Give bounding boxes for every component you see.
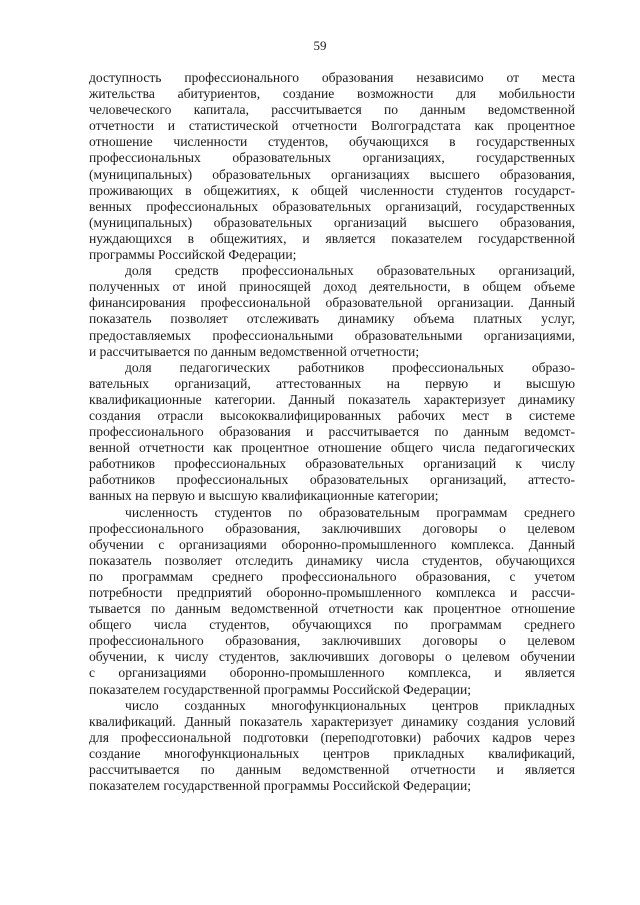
text-line: общего числа студентов, обучающихся по программам среднего xyxy=(89,617,575,633)
text-line: для профессиональной подготовки (переподготовки) рабочих кадров через xyxy=(89,729,575,745)
text-line: и рассчитывается по данным ведомственной отчетности; xyxy=(89,343,420,359)
text-line: создания отрасли высококвалифицированных рабочих мест в системе xyxy=(89,407,575,423)
text-line: профессиональных образовательных организациях, государственных xyxy=(89,150,575,166)
text-line: профессионального образования, заключивших договоры о целевом xyxy=(89,520,575,536)
page-number: 59 xyxy=(313,38,327,53)
text-line: (муниципальных) образовательных организаций высшего образования, xyxy=(89,214,575,230)
text-line: численность студентов по образовательным программам среднего xyxy=(125,504,575,520)
text-line: доступность профессионального образования независимо от места xyxy=(89,70,575,85)
text-line: по программам среднего профессионального образования, с учетом xyxy=(89,568,575,584)
text-line: квалификаций. Данный показатель характеризует динамику создания условий xyxy=(89,713,575,729)
text-line: человеческого капитала, рассчитывается по данным ведомственной xyxy=(89,102,575,118)
text-line: нуждающихся в общежитиях, и является показателем государственной xyxy=(89,230,575,246)
text-line: с организациями оборонно-промышленного комплекса, и является xyxy=(89,665,575,681)
text-line: жительства абитуриентов, создание возможности для мобильности xyxy=(89,86,575,102)
text-line: венных профессиональных образовательных организаций, государственных xyxy=(89,198,575,214)
text-line: обучении, к числу студентов, заключивших договоры о целевом обучении xyxy=(89,649,575,665)
body-text xyxy=(89,70,575,794)
text-line: потребности предприятий оборонно-промышленного комплекса и рассчи- xyxy=(89,585,575,600)
text-line: квалификационные категории. Данный показатель характеризует динамику xyxy=(89,391,575,407)
text-line: создание многофункциональных центров прикладных квалификаций, xyxy=(89,745,575,761)
text-line: показатель позволяет отслеживать динамику объема платных услуг, xyxy=(89,311,575,327)
text-line: финансирования профессиональной образовательной организации. Данный xyxy=(89,295,575,311)
text-line: доля педагогических работников профессиональных образо- xyxy=(125,359,575,375)
text-line: показателем государственной программы Российской Федерации; xyxy=(89,778,472,794)
text-line: работников профессиональных образовательных организаций к числу xyxy=(89,456,575,472)
text-line: рассчитывается по данным ведомственной отчетности и является xyxy=(89,762,575,778)
text-line: (муниципальных) образовательных организациях высшего образования, xyxy=(89,166,575,182)
text-line: показатель позволяет отследить динамику числа студентов, обучающихся xyxy=(89,552,575,568)
text-line: отношение численности студентов, обучающихся в государственных xyxy=(89,134,575,150)
text-line: тывается по данным ведомственной отчетности как процентное отношение xyxy=(89,601,575,617)
text-line: вательных организаций, аттестованных на первую и высшую xyxy=(89,375,575,391)
text-line: ванных на первую и высшую квалификационные категории; xyxy=(89,488,439,504)
text-line: число созданных многофункциональных центров прикладных xyxy=(125,697,575,713)
text-line: работников профессиональных образовательных организаций, аттесто- xyxy=(89,472,575,488)
text-line: профессионального образования, заключивших договоры о целевом xyxy=(89,633,575,649)
text-line: доля средств профессиональных образовательных организаций, xyxy=(125,263,575,279)
text-line: венной отчетности как процентное отношение общего числа педагогических xyxy=(89,440,575,456)
text-line: показателем государственной программы Российской Федерации; xyxy=(89,681,472,697)
text-line: отчетности и статистической отчетности Волгоградстата как процентное xyxy=(89,118,575,134)
text-line: обучении с организациями оборонно-промышленного комплекса. Данный xyxy=(89,536,575,552)
text-line: программы Российской Федерации; xyxy=(89,247,297,263)
text-line: предоставляемых профессиональными образовательными организациями, xyxy=(89,327,575,343)
text-line: профессионального образования и рассчитывается по данным ведомст- xyxy=(89,424,575,440)
text-line: полученных от иной приносящей доход деятельности, в общем объеме xyxy=(89,279,575,295)
text-line: проживающих в общежитиях, к общей численности студентов государст- xyxy=(89,182,575,198)
